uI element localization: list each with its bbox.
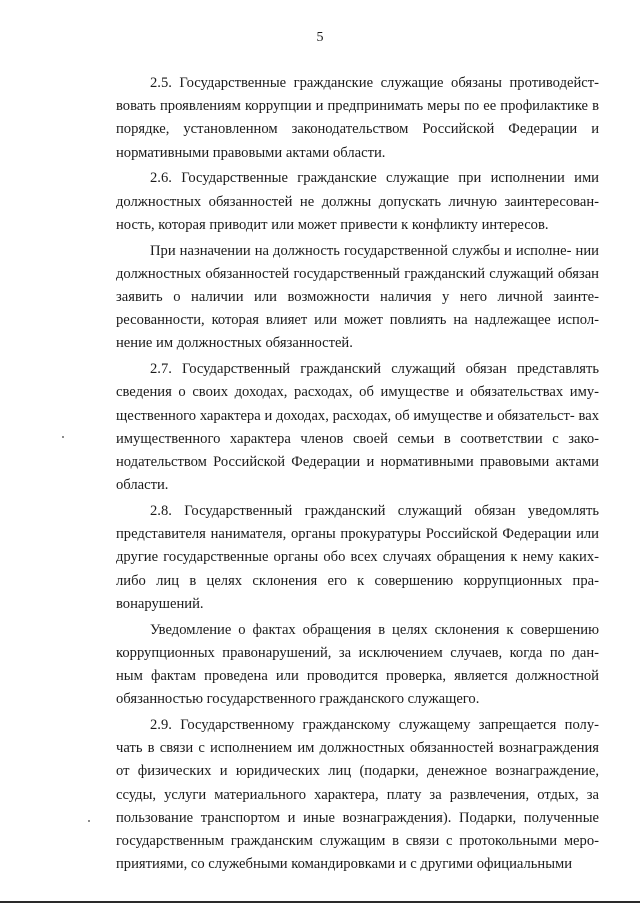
page-bottom-edge <box>0 901 640 903</box>
paragraph-2-7: 2.7. Государственный гражданский служащий обязан представлять сведения о своих доходах, расходах, об имуществе и обязательствах иму- щественного характера и доходах, расходах, об имуществе и обязательст- вах имущественного характера членов своей семьи в соответствии с зако- нодательством Российской Федерации и нормативными правовыми актами области. <box>116 361 599 494</box>
paragraph-2-5: 2.5. Государственные гражданские служащие обязаны противодейст- вовать проявлениям коррупции и предпринимать меры по ее профилактике в порядке, установленном законодательством Российской Федерации и нормативными правовыми актами области. <box>116 75 599 161</box>
scan-speck <box>62 436 64 438</box>
document-body <box>116 72 599 876</box>
paragraph-2-9: 2.9. Государственному гражданскому служащему запрещается полу- чать в связи с исполнением им должностных обязанностей вознаграждения от физических и юридических лиц (подарки, денежное вознаграждение, ссуды, услуги материального характера, плату за развлечения, отдых, за пользование транспортом и иные вознаграждения). Подарки, полученные государственным гражданским служащим в связи с протокольными меро- приятиями, со служебными командировками и с другими официальными <box>116 717 599 873</box>
page-number: 5 <box>316 30 324 45</box>
paragraph-2-8-continuation: Уведомление о фактах обращения в целях склонения к совершению коррупционных правонарушений, за исключением случаев, когда по дан- ным фактам проведена или проводится проверка, является должностной обязанностью государственного гражданского служащего. <box>116 621 599 708</box>
paragraph-2-6-continuation: При назначении на должность государственной службы и исполне- нии должностных обязанностей государственный гражданский служащий обязан заявить о наличии или возможности наличия у него личной заинте- ресованности, которая влияет или может повлиять на надлежащее испол- нение им должностных обязанностей. <box>116 242 599 352</box>
paragraph-2-6: 2.6. Государственные гражданские служащие при исполнении ими должностных обязанностей не должны допускать личную заинтересован- ность, которая приводит или может привести к конфликту интересов. <box>116 170 599 233</box>
scan-speck <box>88 820 90 822</box>
paragraph-2-8: 2.8. Государственный гражданский служащий обязан уведомлять представителя нанимателя, органы прокуратуры Российской Федерации или другие государственные органы обо всех случаях обращения к нему каких-либо лиц в целях склонения его к совершению коррупционных пра- вонарушений. <box>116 503 599 612</box>
